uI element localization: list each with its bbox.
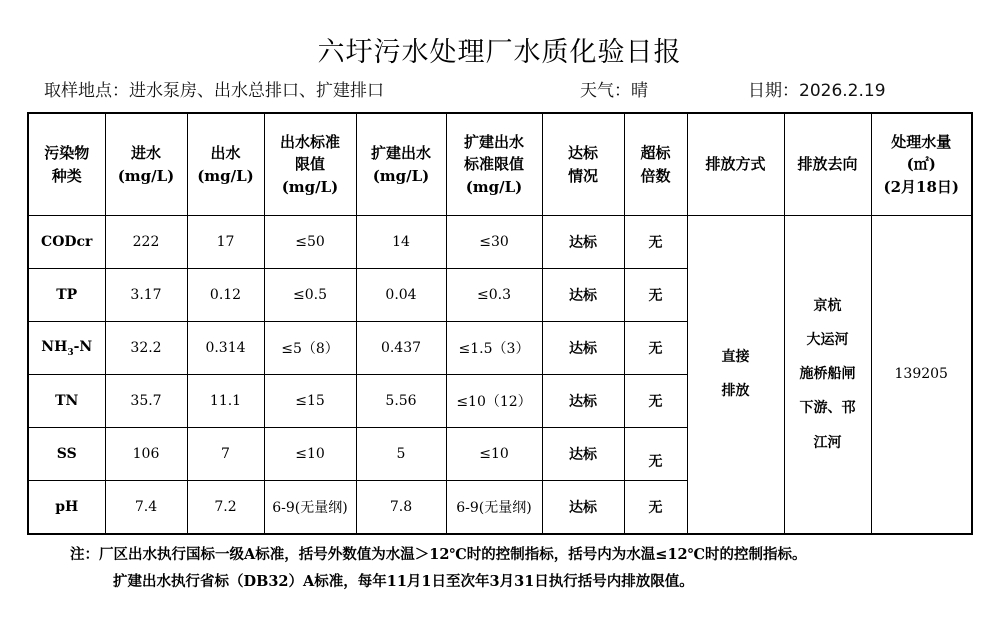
cell-pollutant: TP: [28, 269, 105, 322]
cell-inflow: 222: [105, 216, 187, 269]
report-title: 六圩污水处理厂水质化验日报: [317, 37, 682, 68]
note-line-2: 扩建出水执行省标（DB32）A标准，每年11月1日至次年3月31日执行括号内排放限值。: [113, 573, 694, 590]
water-quality-table: [27, 112, 973, 535]
table-row: [28, 216, 972, 269]
cell-exceed: 无: [624, 375, 687, 428]
cell-exceed: 无: [624, 216, 687, 269]
cell-ext-limit: ≤30: [446, 216, 542, 269]
cell-out-limit: ≤15: [264, 375, 356, 428]
cell-inflow: 3.17: [105, 269, 187, 322]
header-inflow: 进水 (mg/L): [105, 113, 187, 216]
cell-compliance: 达标: [542, 481, 624, 534]
weather: 天气：晴: [580, 81, 648, 101]
cell-outflow: 7: [187, 428, 264, 481]
cell-ext-out: 5: [356, 428, 446, 481]
cell-inflow: 106: [105, 428, 187, 481]
cell-compliance: 达标: [542, 428, 624, 481]
cell-out-limit: ≤0.5: [264, 269, 356, 322]
cell-outflow: 17: [187, 216, 264, 269]
report-date: 日期：2026.2.19: [748, 81, 886, 101]
cell-ext-limit: ≤10: [446, 428, 542, 481]
cell-pollutant: CODcr: [28, 216, 105, 269]
cell-out-limit: ≤10: [264, 428, 356, 481]
cell-out-limit: ≤50: [264, 216, 356, 269]
cell-out-limit: 6-9(无量纲): [264, 481, 356, 534]
cell-ext-limit: ≤0.3: [446, 269, 542, 322]
cell-pollutant: SS: [28, 428, 105, 481]
header-exceed: 超标 倍数: [624, 113, 687, 216]
header-discharge-dest: 排放去向: [784, 113, 871, 216]
cell-ext-out: 0.437: [356, 322, 446, 375]
cell-ext-limit: 6-9(无量纲): [446, 481, 542, 534]
cell-pollutant: pH: [28, 481, 105, 534]
note-line-1: 注：厂区出水执行国标一级A标准，括号外数值为水温＞12℃时的控制指标，括号内为水温≤12℃时的控制指标。: [70, 546, 807, 563]
discharge-dest-cell: 京杭 大运河 施桥船闸 下游、邗 江河: [784, 216, 871, 534]
cell-exceed: 无: [624, 428, 687, 481]
header-out-limit: 出水标准 限值 (mg/L): [264, 113, 356, 216]
header-ext-limit: 扩建出水 标准限值 (mg/L): [446, 113, 542, 216]
cell-out-limit: ≤5（8）: [264, 322, 356, 375]
header-pollutant: 污染物 种类: [28, 113, 105, 216]
header-outflow: 出水 (mg/L): [187, 113, 264, 216]
header-volume: 处理水量 (㎡) (2月18日): [871, 113, 972, 216]
discharge-method-cell: 直接 排放: [687, 216, 784, 534]
cell-ext-limit: ≤10（12）: [446, 375, 542, 428]
cell-pollutant: $NH_3-N$: [28, 322, 105, 375]
cell-inflow: 35.7: [105, 375, 187, 428]
cell-exceed: 无: [624, 269, 687, 322]
cell-outflow: 0.12: [187, 269, 264, 322]
cell-ext-out: 7.8: [356, 481, 446, 534]
cell-exceed: 无: [624, 481, 687, 534]
cell-exceed: 无: [624, 322, 687, 375]
header-row: [28, 113, 972, 216]
cell-compliance: 达标: [542, 322, 624, 375]
treated-volume-value: 139205: [871, 216, 972, 534]
cell-pollutant: TN: [28, 375, 105, 428]
header-discharge-method: 排放方式: [687, 113, 784, 216]
cell-ext-out: 5.56: [356, 375, 446, 428]
sampling-location: 取样地点：进水泵房、出水总排口、扩建排口: [44, 81, 384, 101]
header-ext-out: 扩建出水 (mg/L): [356, 113, 446, 216]
cell-compliance: 达标: [542, 375, 624, 428]
cell-inflow: 32.2: [105, 322, 187, 375]
cell-outflow: 0.314: [187, 322, 264, 375]
cell-outflow: 11.1: [187, 375, 264, 428]
header-compliance: 达标 情况: [542, 113, 624, 216]
cell-ext-out: 14: [356, 216, 446, 269]
cell-ext-out: 0.04: [356, 269, 446, 322]
cell-ext-limit: ≤1.5（3）: [446, 322, 542, 375]
cell-compliance: 达标: [542, 269, 624, 322]
cell-compliance: 达标: [542, 216, 624, 269]
cell-outflow: 7.2: [187, 481, 264, 534]
cell-inflow: 7.4: [105, 481, 187, 534]
